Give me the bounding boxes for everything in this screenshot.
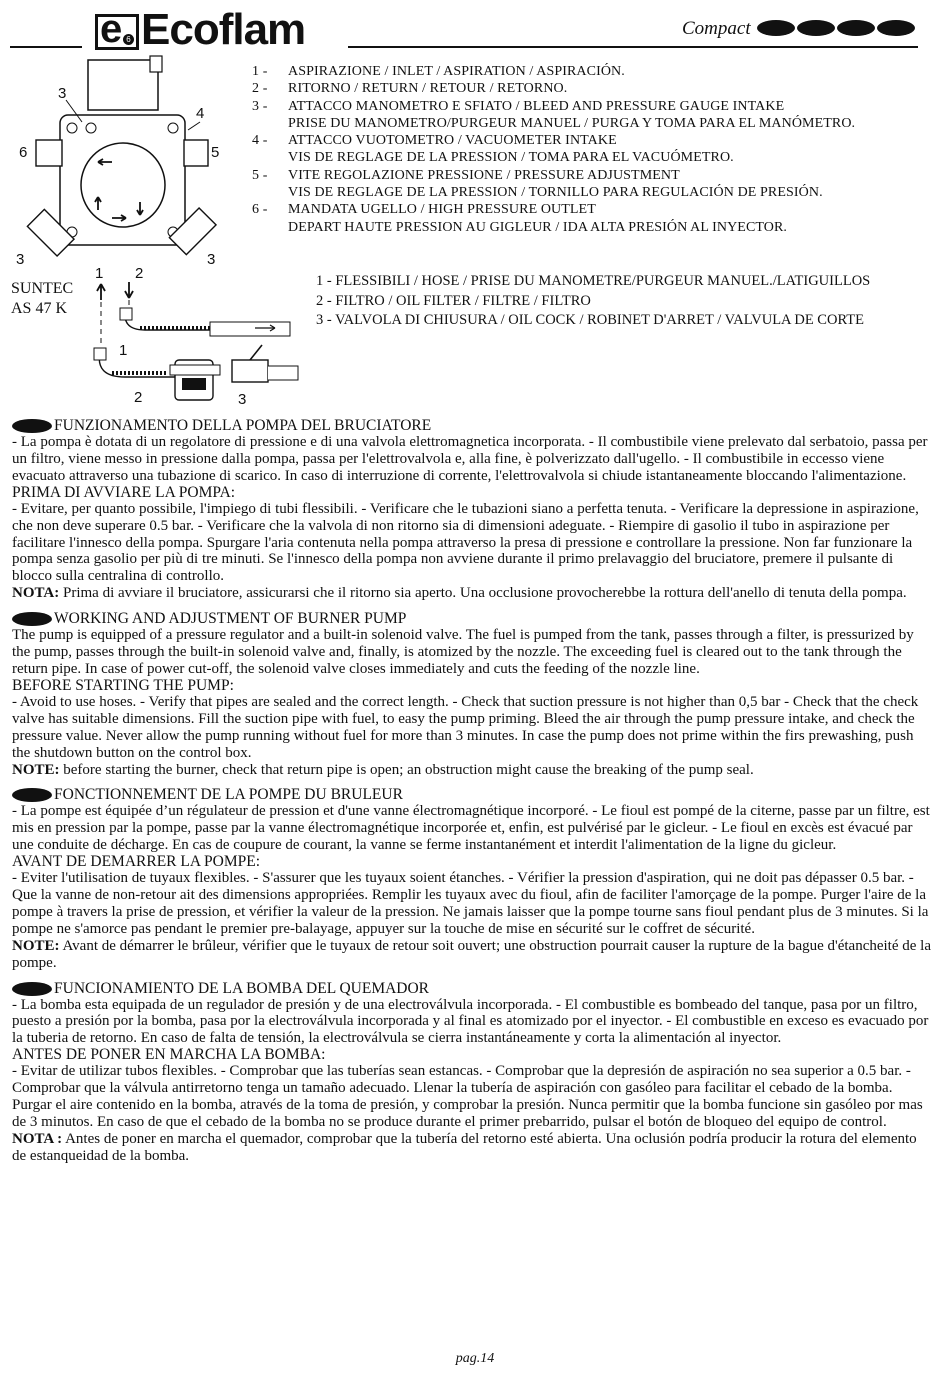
section-subtitle: BEFORE STARTING THE PUMP:: [12, 676, 234, 694]
pump-port-legend: [252, 63, 932, 236]
section-bullet: [12, 982, 52, 996]
legend-number: 4 -: [252, 133, 268, 149]
label-hose-1-top: 1: [95, 265, 104, 282]
section-body: - Evitare, per quanto possibile, l'impiego di tubi flessibili. - Verificare che le tubazioni siano a perfetta tenuta. - Verificare la depressione in aspirazione, che non deve superare 0.5 bar. - Verificare che la valvola di non ritorno sia di dimensioni adeguate. - Riempire di gasolio il tubo in aspirazione per facilitare l'innesco della pompa. Spurgare l'aria contenuta nella pompa attraverso la presa di pressione e controllare la pressione. Non far funzionare la pompa senza gasolio per più di tre minuti. Se l'innesco della pompa non avviene durante il primo prelavaggio del bruciatore, premere il pulsante di blocco sulla centralina di controllo.: [12, 500, 919, 585]
section-title: FONCTIONNEMENT DE LA POMPE DU BRULEUR: [54, 786, 403, 804]
section-intro: The pump is equipped of a pressure regulator and a built-in solenoid valve. The fuel is pumped from the tank, passes through a filter, is pressurized by the pump, passes through the built-in solenoid valve and, finally, is atomized by the nozzle. The exceeding fuel is cleared out to the tank through the return pipe. In case of power cut-off, the solenoid valve closes immediately and cuts the feeding of the nozzle line.: [12, 627, 914, 677]
section-body: - Eviter l'utilisation de tuyaux flexibles. - S'assurer que les tuyaux soient étanches. - Vérifier la pression d'aspiration, qui ne doit pas dépasser 0.5 bar. - Que la vanne de non-retour ait des dimensions appropriées. Remplir les tuyaux avec du fioul, afin de faciliter l'amorçage de la pompe. Purger l'aire de la pompe à travers la prise de pression, et vérifier la valeur de la pression. Ne jamais laisser que la pompe tourne sans fioul pendant plus de 3 minutes. Si la pompe ne s'amorce pas pendant le premier pre-balayage, appuyer sur la touche de mise en sécurité sur le coffret de sécurité.: [12, 870, 929, 937]
legend-text: VITE REGOLAZIONE PRESSIONE / PRESSURE ADJUSTMENT: [288, 167, 680, 183]
section-english: [12, 611, 934, 778]
label-3-top: 3: [58, 85, 67, 102]
logo-e-mark: e 6: [95, 14, 139, 50]
hydraulic-legend: [316, 272, 936, 331]
legend-number: [252, 184, 288, 201]
ecoflam-logo: [95, 5, 306, 54]
section-note: NOTA : Antes de poner en marcha el quemador, comprobar que la tubería del retorno esté abierta. Una oclusión podría producir la rotura del elemento de estanqueidad de la bomba.: [12, 1130, 917, 1164]
legend-item: 1 - FLESSIBILI / HOSE / PRISE DU MANOMETRE/PURGEUR MANUEL./LATIGUILLOS: [316, 273, 871, 289]
legend-row: [252, 184, 932, 201]
section-french: [12, 787, 934, 971]
legend-row: [252, 115, 932, 132]
port-6: [36, 140, 62, 166]
legend-row: [252, 132, 932, 149]
label-cock-3: 3: [238, 391, 247, 408]
label-5: 5: [211, 144, 220, 161]
label-filter-2: 2: [134, 389, 143, 406]
section-body: - Evitar de utilizar tubos flexibles. - Comprobar que las tuberías sean estancas. - Comprobar que la depresión de aspiración no sea superior a 0.5 bar. - Comprobar que la válvula antirretorno tenga un tamaño adecuado. Llenar la tubería de aspiración con gasóleo para facilitar el cebado de la bomba. Purgar el aire contenido en la bomba, através de la toma de presión, y comprobar la presión. Nunca permitir que la bomba funcione sin gasóleo por mas de 3 minutos. En caso de que el cebado de la bomba no se produce durante el primer prebarrido, pulsar el botón de bloqueo del equipo de control.: [12, 1063, 923, 1130]
section-bullet: [12, 419, 52, 433]
series-ovals: [757, 20, 915, 36]
section-note: NOTE: before starting the burner, check that return pipe is open; an obstruction might cause the breaking of the pump seal.: [12, 761, 754, 778]
series-name: Compact: [682, 18, 751, 39]
section-note: NOTA: Prima di avviare il bruciatore, assicurarsi che il ritorno sia aperto. Una occlusione provocherebbe la rottura dell'anello di tenuta della pompa.: [12, 585, 907, 602]
section-bullet: [12, 788, 52, 802]
section-subtitle: ANTES DE PONER EN MARCHA LA BOMBA:: [12, 1046, 326, 1064]
legend-text: VIS DE REGLAGE DE LA PRESSION / TOMA PARA EL VACUÓMETRO.: [288, 150, 734, 166]
legend-text: DEPART HAUTE PRESSION AU GIGLEUR / IDA ALTA PRESIÓN AL INYECTOR.: [288, 219, 788, 235]
port-5: [184, 140, 208, 166]
legend-text: ATTACCO MANOMETRO E SFIATO / BLEED AND PRESSURE GAUGE INTAKE: [288, 98, 785, 114]
legend-text: VIS DE REGLAGE DE LA PRESSION / TORNILLO PARA REGULACIÓN DE PRESIÓN.: [288, 185, 823, 201]
page-number: pag.14: [455, 1351, 495, 1366]
legend-row: [252, 219, 932, 236]
section-title: FUNCIONAMIENTO DE LA BOMBA DEL QUEMADOR: [54, 979, 430, 997]
legend-number: [252, 149, 288, 166]
legend-row: [252, 80, 932, 97]
legend-row: [252, 98, 932, 115]
section-title: WORKING AND ADJUSTMENT OF BURNER PUMP: [54, 610, 407, 628]
legend-row: [252, 167, 932, 184]
legend-text: ATTACCO VUOTOMETRO / VACUOMETER INTAKE: [288, 133, 617, 149]
label-6: 6: [19, 144, 28, 161]
label-3-bottom-right: 3: [207, 251, 216, 268]
header-rule-left: [10, 46, 82, 48]
header-rule-right: [348, 46, 918, 48]
section-bullet: [12, 612, 52, 626]
legend-number: 1 -: [252, 64, 268, 79]
label-hose-1: 1: [119, 342, 128, 359]
legend-row: [252, 63, 932, 80]
legend-number: 3 -: [252, 98, 268, 114]
section-spanish: [12, 981, 934, 1165]
label-3-bottom-left: 3: [16, 251, 25, 268]
legend-text: RITORNO / RETURN / RETOUR / RETORNO.: [288, 81, 568, 97]
section-title: FUNZIONAMENTO DELLA POMPA DEL BRUCIATORE: [54, 417, 432, 434]
instruction-sections: [12, 418, 934, 1174]
legend-text: MANDATA UGELLO / HIGH PRESSURE OUTLET: [288, 202, 596, 218]
legend-number: 5 -: [252, 167, 268, 183]
legend-item: 2 - FILTRO / OIL FILTER / FILTRE / FILTRO: [316, 292, 591, 309]
section-intro: - La pompa è dotata di un regolatore di pressione e di una valvola elettromagnetica incorporata. - Il combustibile viene prelevato dal serbatoio, passa per un filtro, viene messo in pressione dalla pompa, passa per l'elettrovalvola e, alla fine, è polverizzato dall'ugello. - Il combustibile in eccesso viene evacuato attraverso una tubazione di scarico. In caso di interruzione di corrente, l'elettrovalvola si chiude istantaneamente bloccando l'alimentazione.: [12, 434, 928, 484]
section-italian: [12, 418, 934, 602]
section-note: NOTE: Avant de démarrer le brûleur, vérifier que le tuyaux de retour soit ouvert; une obstruction pourrait causer la rupture de la bague d'étancheité de la pompe.: [12, 937, 931, 971]
section-subtitle: PRIMA DI AVVIARE LA POMPA:: [12, 483, 236, 501]
legend-number: 6 -: [252, 202, 268, 218]
label-hose-2-top: 2: [135, 265, 144, 282]
legend-item: 3 - VALVOLA DI CHIUSURA / OIL COCK / ROBINET D'ARRET / VALVULA DE CORTE: [316, 312, 864, 329]
pump-model: SUNTEC AS 47 K: [11, 280, 74, 317]
legend-number: [252, 115, 288, 132]
legend-row: [252, 149, 932, 166]
section-intro: - La bomba esta equipada de un regulador de presión y de una electroválvula incorporada. - El combustible es bombeado del tanque, pasa por un filtro, puesto a presión por la bomba, pasa por la electroválvula incorporada y al final es atomizado por el inyector. - El combustible en exceso es evacuado por la tuberia de retorno. En caso de falta de tensión, la electroválvula se cierra instantáneamente y corta la alimentación al inyector.: [12, 996, 929, 1047]
legend-number: [252, 219, 288, 236]
oil-cock: [232, 360, 268, 382]
legend-row: [252, 201, 932, 218]
section-body: - Avoid to use hoses. - Verify that pipes are sealed and the correct length. - Check that suction pressure is not higher than 0,5 bar - Check that the check valve has suitable dimensions. Fill the suction pipe with fuel, to easy the pump priming. Bleed the air through the pump pressure intake, and check the pressure value. Never allow the pump running without fuel for more than 3 minutes. In case the pump does not prime within the firs prewashing, push the shutdown button on the control box.: [12, 693, 919, 761]
legend-number: 2 -: [252, 81, 268, 97]
legend-text: ASPIRAZIONE / INLET / ASPIRATION / ASPIRACIÓN.: [288, 64, 625, 79]
solenoid-coil: [88, 60, 158, 110]
section-subtitle: AVANT DE DEMARRER LA POMPE:: [12, 853, 261, 871]
pump-center-circle: [81, 143, 165, 227]
legend-text: PRISE DU MANOMETRO/PURGEUR MANUEL / PURGA Y TOMA PARA EL MANÓMETRO.: [288, 115, 856, 131]
brand-name: Ecoflam: [141, 5, 306, 54]
section-intro: - La pompe est équipée d’un régulateur de pression et d'une vanne électromagnétique incorporé. - Le fioul est pompé de la citerne, passe par un filtre, est mis en pression par la pompe, passe par la vanne électromagnétique incorporée et, enfin, est pulvérisé par le gicleur. - Le fioul en excès est évacué par une conduite de décharge. En cas de coupure de courant, la vanne se ferme instantanément et interdit l'alimentation de la ligne du gicleur.: [12, 803, 930, 854]
label-4: 4: [196, 105, 205, 122]
